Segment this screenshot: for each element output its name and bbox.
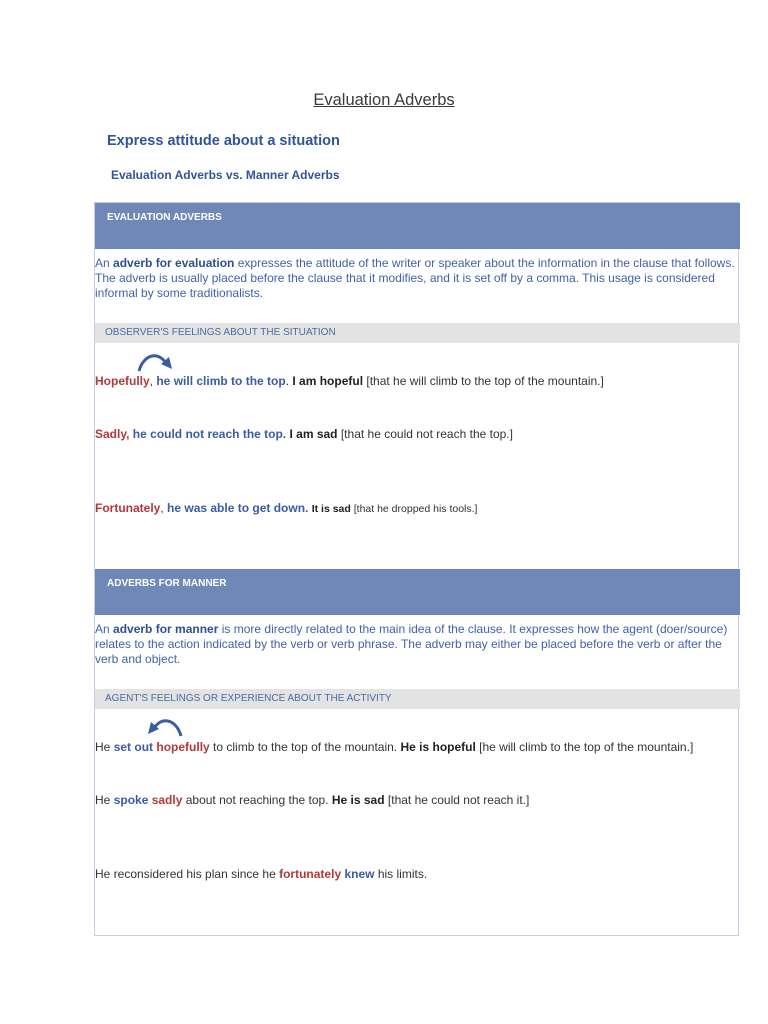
agent-feelings-subheader: AGENT'S FEELINGS OR EXPERIENCE ABOUT THE ACTIVITY [95,689,740,709]
manner-adverbs-header: ADVERBS FOR MANNER [95,569,740,615]
evaluation-example-3: Fortunately, he was able to get down. It is sad [that he dropped his tools.] [95,501,478,515]
evaluation-definition: An adverb for evaluation expresses the attitude of the writer or speaker about the information in the clause that follows. The adverb is usually placed before the clause that it modifies, and it is set off by a comma. This usage is considered informal by some traditionalists. [95,256,735,300]
section-intro-heading: Evaluation Adverbs vs. Manner Adverbs [111,168,340,182]
evaluation-example-2: Sadly, he could not reach the top. I am sad [that he could not reach the top.] [95,427,513,441]
evaluation-adverbs-header: EVALUATION ADVERBS [95,203,740,249]
curved-arrow-left-icon [144,714,186,740]
page-subtitle: Express attitude about a situation [107,133,340,149]
observer-feelings-subheader: OBSERVER'S FEELINGS ABOUT THE SITUATION [95,323,740,343]
manner-example-3: He reconsidered his plan since he fortunately knew his limits. [95,867,428,881]
manner-definition: An adverb for manner is more directly related to the main idea of the clause. It expresses how the agent (doer/source) relates to the action indicated by the verb or verb phrase. The adverb may either be placed before the verb or after the verb and object. [95,622,728,666]
page-title: Evaluation Adverbs [313,91,455,109]
manner-example-1: He set out hopefully to climb to the top of the mountain. He is hopeful [he will climb to the top of the mountain.] [95,740,694,754]
curved-arrow-right-icon [134,349,176,375]
evaluation-example-1: Hopefully, he will climb to the top. I am hopeful [that he will climb to the top of the mountain.] [95,374,604,388]
manner-example-2: He spoke sadly about not reaching the top. He is sad [that he could not reach it.] [95,793,530,807]
